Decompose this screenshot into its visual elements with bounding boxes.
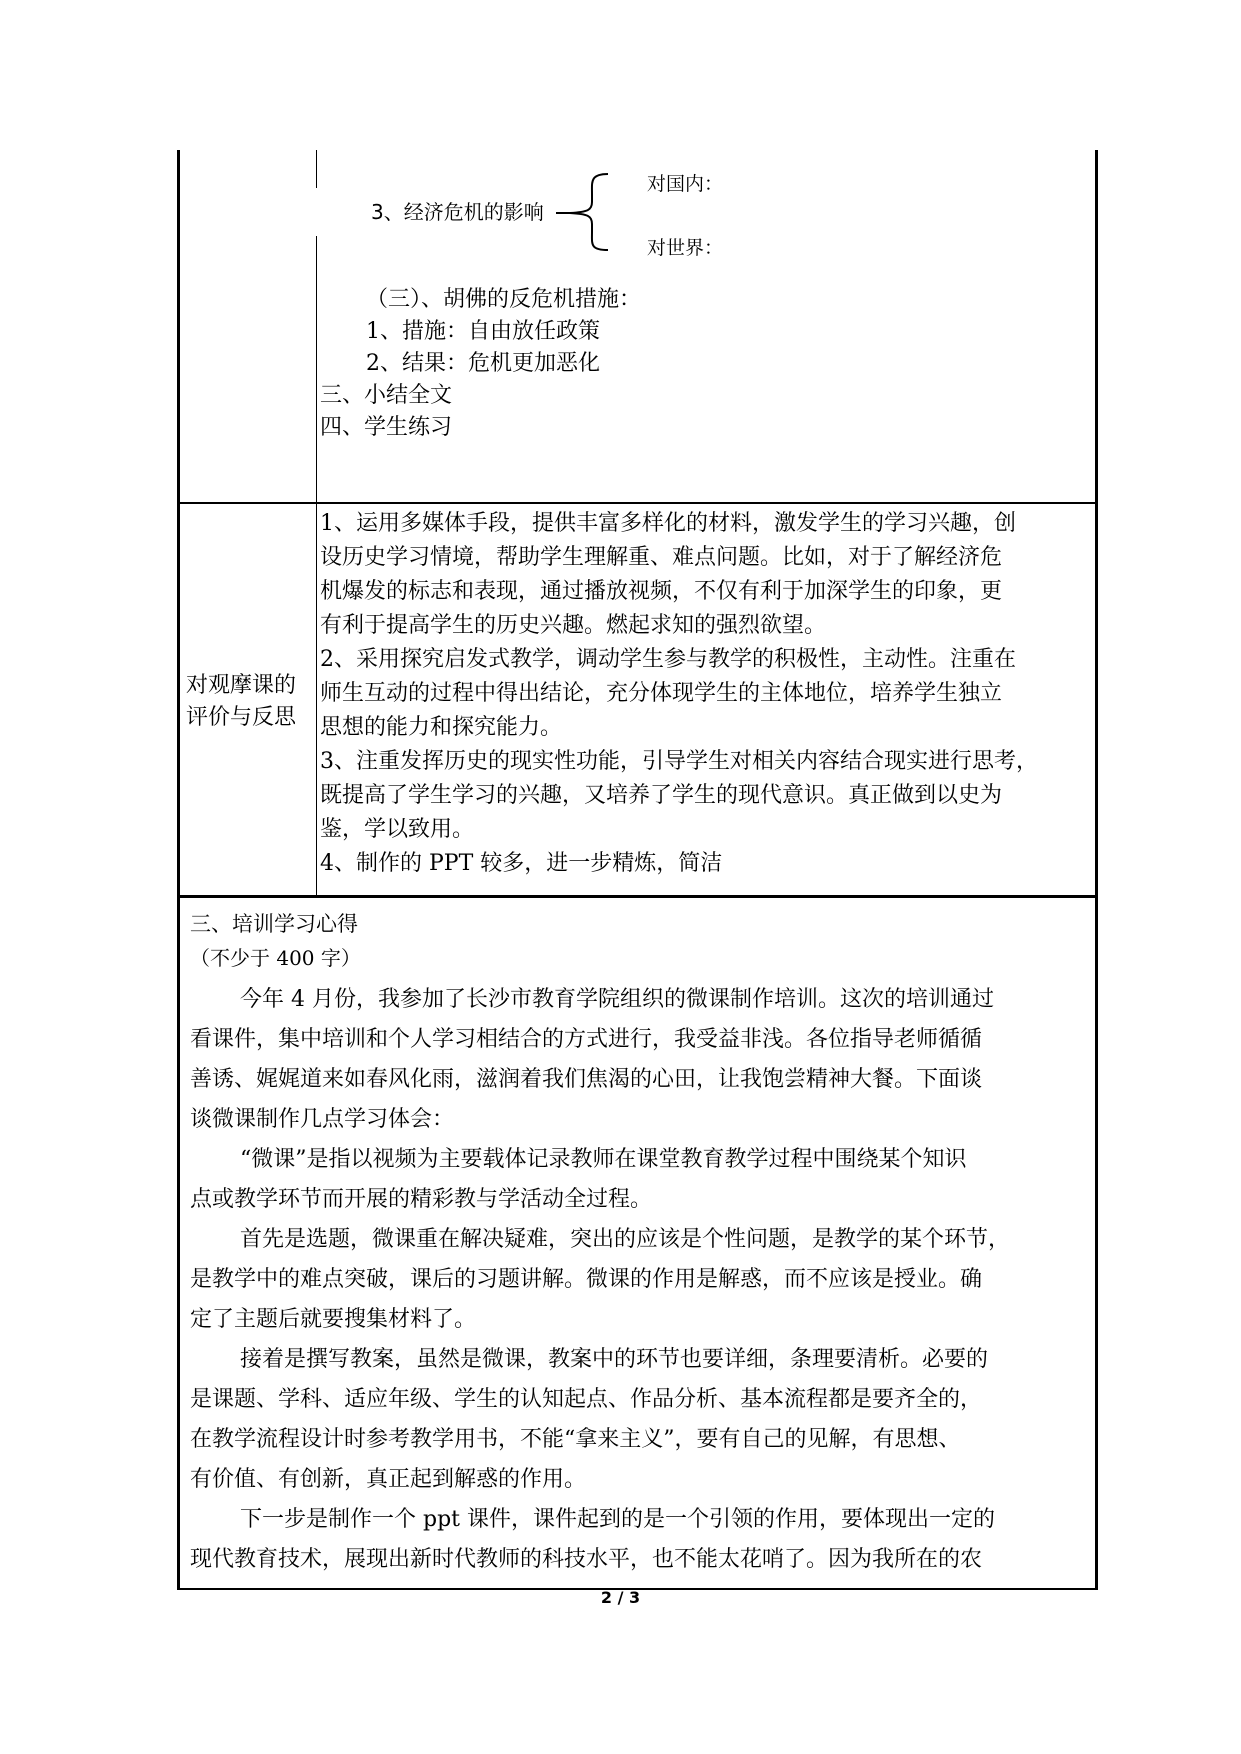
text-line: 鉴，学以致用。 <box>320 817 475 842</box>
text-line: 思想的能力和探究能力。 <box>320 715 563 740</box>
text-line: 现代教育技术，展现出新时代教师的科技水平，也不能太花哨了。因为我所在的农 <box>190 1547 983 1572</box>
text-line: 是教学中的难点突破，课后的习题讲解。微课的作用是解惑，而不应该是授业。确 <box>190 1267 983 1292</box>
text-line: 今年 4 月份，我参加了长沙市教育学院组织的微课制作培训。这次的培训通过 <box>240 987 994 1012</box>
text-line: 机爆发的标志和表现，通过播放视频，不仅有利于加深学生的印象，更 <box>320 579 1003 604</box>
text-line: 既提高了学生学习的兴趣，又培养了学生的现代意识。真正做到以史为 <box>320 783 1003 808</box>
measure-1: 1、措施：自由放任政策 <box>366 319 600 344</box>
text-line: 谈微课制作几点学习体会： <box>190 1107 455 1132</box>
text-line: 看课件，集中培训和个人学习相结合的方式进行，我受益非浅。各位指导老师循循 <box>190 1027 983 1052</box>
text-line: 首先是选题，微课重在解决疑难，突出的应该是个性问题，是教学的某个环节， <box>240 1227 1011 1252</box>
impact-domestic: 对国内： <box>647 173 724 195</box>
row2-label-line1: 对观摩课的 <box>186 673 297 698</box>
row2-label-line2: 评价与反思 <box>186 705 297 730</box>
text-line: 师生互动的过程中得出结论，充分体现学生的主体地位，培养学生独立 <box>320 681 1003 706</box>
table-border-left <box>177 150 180 1590</box>
text-line: 3、注重发挥历史的现实性功能，引导学生对相关内容结合现实进行思考， <box>320 749 1038 774</box>
text-line: 有利于提高学生的历史兴趣。燃起求知的强烈欲望。 <box>320 613 827 638</box>
text-line: 点或教学环节而开展的精彩教与学活动全过程。 <box>190 1187 653 1212</box>
text-line: 设历史学习情境，帮助学生理解重、难点问题。比如，对于了解经济危 <box>320 545 1003 570</box>
text-line: 在教学流程设计时参考教学用书，不能“拿来主义”，要有自己的见解，有思想、 <box>190 1427 961 1452</box>
page-number: 2 / 3 <box>600 1588 641 1607</box>
text-line: 2、采用探究启发式教学，调动学生参与教学的积极性，主动性。注重在 <box>320 647 1016 672</box>
practice-item: 四、学生练习 <box>320 415 453 440</box>
text-line: 4、制作的 PPT 较多，进一步精炼，简洁 <box>320 851 723 876</box>
impact-world: 对世界： <box>647 237 724 259</box>
text-line: 接着是撰写教案，虽然是微课，教案中的环节也要详细，条理要清析。必要的 <box>240 1347 989 1372</box>
text-line: 1、运用多媒体手段，提供丰富多样化的材料，激发学生的学习兴趣，创 <box>320 511 1016 536</box>
table-column-divider-row1b <box>316 236 317 504</box>
text-line: 有价值、有创新，真正起到解惑的作用。 <box>190 1467 587 1492</box>
text-line: 定了主题后就要搜集材料了。 <box>190 1307 477 1332</box>
table-border-right <box>1095 150 1098 1590</box>
brace-connector <box>556 212 570 214</box>
text-line: 是课题、学科、适应年级、学生的认知起点、作品分析、基本流程都是要齐全的， <box>190 1387 983 1412</box>
table-column-divider-row2 <box>316 502 317 897</box>
summary-item: 三、小结全文 <box>320 383 453 408</box>
text-line: 善诱、娓娓道来如春风化雨，滋润着我们焦渴的心田，让我饱尝精神大餐。下面谈 <box>190 1067 983 1092</box>
hoover-heading: （三）、胡佛的反危机措施： <box>366 287 642 312</box>
measure-2: 2、结果：危机更加恶化 <box>366 351 600 376</box>
section-heading: 三、培训学习心得 <box>190 912 358 936</box>
impact-label: 3、经济危机的影响 <box>371 200 544 224</box>
section-subheading: （不少于 400 字） <box>190 946 361 970</box>
text-line: 下一步是制作一个 ppt 课件，课件起到的是一个引领的作用，要体现出一定的 <box>240 1507 995 1532</box>
table-column-divider-row1 <box>316 150 317 188</box>
text-line: “微课”是指以视频为主要载体记录教师在课堂教育教学过程中围绕某个知识 <box>240 1147 967 1172</box>
